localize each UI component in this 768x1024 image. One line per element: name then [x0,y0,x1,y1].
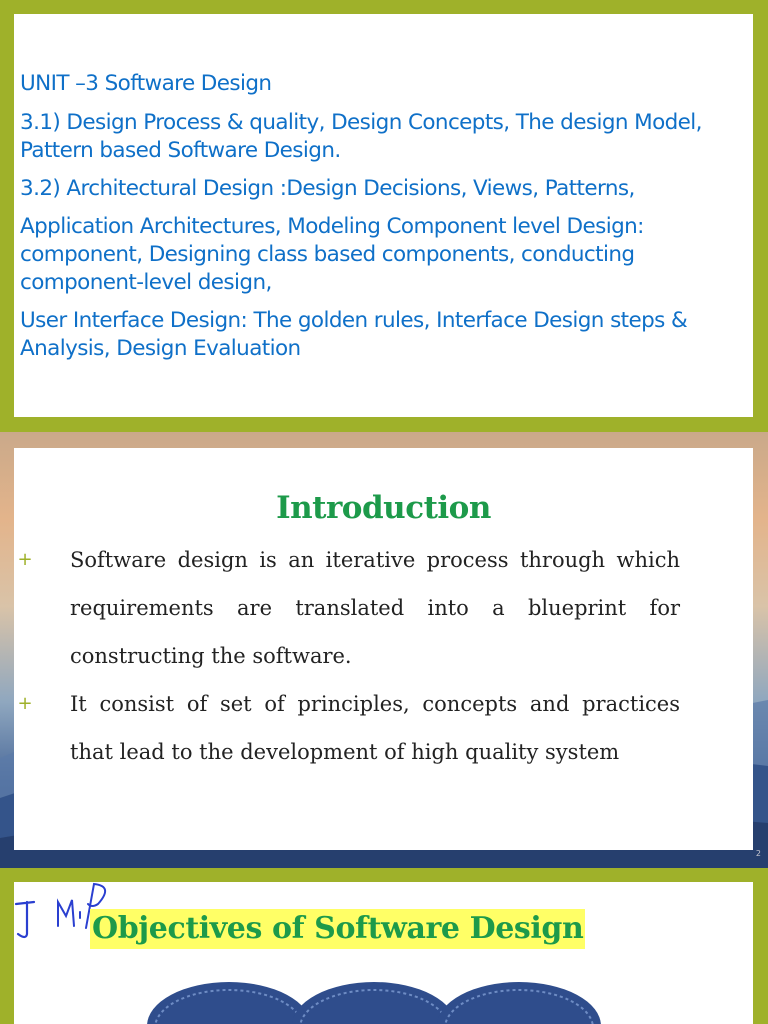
slide-panel [14,448,753,850]
topic-user-interface: User Interface Design: The golden rules, Interface Design steps & Analysis, Design Evaluation [20,308,688,361]
plus-bullet-icon: + [17,693,33,714]
bullet-text: It consist of set of principles, concepts and practices that lead to the development of high quality system [70,692,680,764]
slide-objectives [0,868,768,1024]
bullet-list [17,536,680,776]
topic-3-2: 3.2) Architectural Design :Design Decisions, Views, Patterns, [20,176,635,201]
topic-architectures: Application Architectures, Modeling Component level Design: component, Designing class based components, conducting component-level design, [20,214,644,295]
topic-3-1: 3.1) Design Process & quality, Design Concepts, The design Model, Pattern based Software Design. [20,110,702,163]
slide-unit-overview [0,0,768,432]
slide-title: Introduction [276,490,491,526]
plus-bullet-icon: + [17,549,33,570]
page-number: 2 [755,849,761,858]
slide-introduction [0,432,768,868]
bullet-item [17,536,680,680]
blue-oval-shapes-icon [144,978,624,1024]
unit-heading: UNIT –3 Software Design [20,71,272,96]
slide-panel [14,14,753,417]
slide-title: Objectives of Software Design [90,909,585,949]
bullet-text: Software design is an iterative process through which requirements are translated into a blueprint for constructing the software. [70,548,680,668]
bullet-item [17,680,680,776]
syllabus-text [20,70,748,373]
slide-panel [14,882,753,1024]
